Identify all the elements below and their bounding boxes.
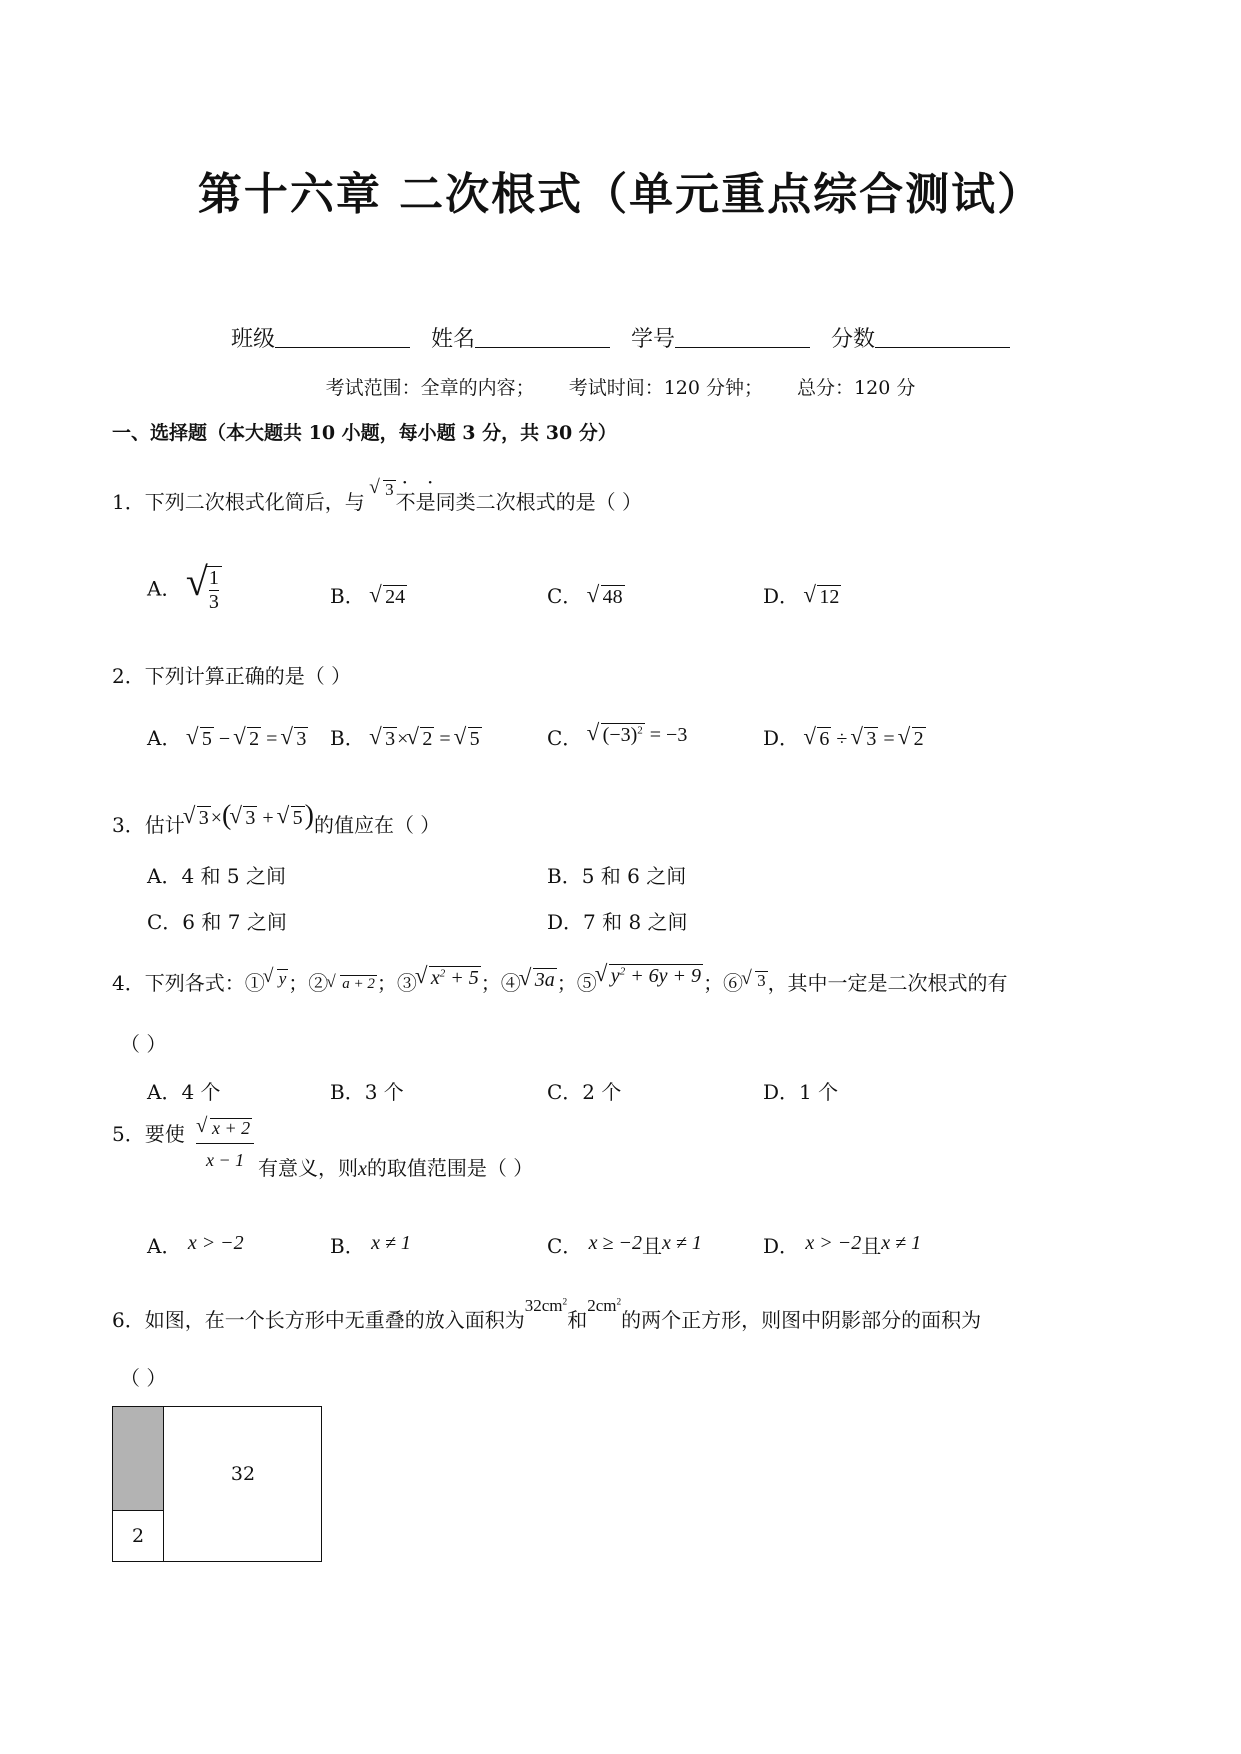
exam-info bbox=[0, 373, 1241, 400]
q3-option-a[interactable]: A．4 和 5 之间 bbox=[147, 864, 286, 888]
exam-scope: 考试范围：全章的内容； bbox=[325, 377, 535, 399]
q4-option-d[interactable]: D．1 个 bbox=[763, 1080, 839, 1104]
q2-option-d[interactable]: D． √ 6 ÷ √ 3 = √ 2 bbox=[763, 722, 926, 751]
q4-option-a[interactable]: A．4 个 bbox=[147, 1080, 221, 1104]
fraction-sqrt: √ x + 2 x − 1 bbox=[196, 1118, 254, 1171]
q2-option-a[interactable]: A． √ 5 − √ 2 = √ 3 bbox=[147, 722, 308, 751]
q2-option-c[interactable]: C． √ $(-3)^2 = -3$ bbox=[547, 722, 687, 751]
q3-option-b[interactable]: B．5 和 6 之间 bbox=[547, 864, 687, 888]
q3-option-d[interactable]: D．7 和 8 之间 bbox=[547, 910, 688, 934]
question-5-stem-rest: 有意义，则x的取值范围是（ ） bbox=[258, 1156, 534, 1180]
score-label: 分数 bbox=[831, 327, 876, 352]
shaded-region bbox=[113, 1407, 164, 1511]
q1-option-a[interactable]: A． √ $\frac{1}{3}$ bbox=[147, 566, 222, 614]
question-6-stem: 6．如图，在一个长方形中无重叠的放入面积为$^{32cm^2}$和$^{2cm^2}$的两个正方形，则图中阴影部分的面积为 bbox=[112, 1296, 982, 1332]
question-6-paren: （ ） bbox=[120, 1366, 167, 1390]
emphasis-dots: · · 不是同类二次根式的是（ ） bbox=[395, 470, 642, 514]
name-label: 姓名 bbox=[430, 327, 475, 352]
id-label: 学号 bbox=[631, 327, 676, 352]
q4-option-b[interactable]: B．3 个 bbox=[330, 1080, 404, 1104]
q1-option-b[interactable]: B． √ 24 bbox=[330, 580, 407, 609]
q5-option-c[interactable]: C． x ≥ −2且x ≠ 1 bbox=[547, 1232, 702, 1258]
question-4-paren: （ ） bbox=[120, 1032, 167, 1056]
score-blank[interactable] bbox=[875, 327, 1010, 348]
q2-option-b[interactable]: B． √ 3 ×√ 2 = √ 5 bbox=[330, 722, 482, 751]
small-square: 2 bbox=[113, 1511, 164, 1561]
student-info-row bbox=[0, 322, 1241, 353]
exam-time: 考试时间：120 分钟； bbox=[568, 377, 763, 399]
question-3-stem: 3．估计√ 3 ×(√ 3 + √ 5)的值应在（ ） bbox=[112, 800, 440, 838]
question-2-stem: 2．下列计算正确的是（ ） bbox=[112, 664, 352, 688]
q4-option-c[interactable]: C．2 个 bbox=[547, 1080, 622, 1104]
q1-option-c[interactable]: C． √ 48 bbox=[547, 580, 625, 609]
id-blank[interactable] bbox=[675, 327, 810, 348]
question-1-stem: 1．下列二次根式化简后，与 √ 3 · · 不是同类二次根式的是（ ） bbox=[112, 480, 642, 515]
q5-option-a[interactable]: A． x > −2 bbox=[147, 1232, 244, 1258]
question-4-stem: 4．下列各式：①√ y ；②√ a + 2 ；③√ $x^2 + 5$ ；④√ 3a ；⑤√ $y^2 + 6y + 9$ ；⑥√ 3 ，其中一定是二次根式的有 bbox=[112, 964, 1008, 996]
class-blank[interactable] bbox=[275, 327, 410, 348]
section-heading: 一、选择题（本大题共 10 小题，每小题 3 分，共 30 分） bbox=[112, 422, 617, 444]
page-title: 第十六章 二次根式（单元重点综合测试） bbox=[197, 169, 1044, 220]
exam-total: 总分：120 分 bbox=[797, 377, 916, 399]
name-blank[interactable] bbox=[475, 327, 610, 348]
class-label: 班级 bbox=[230, 327, 275, 352]
rectangle-figure bbox=[112, 1406, 322, 1562]
q1-option-d[interactable]: D． √ 12 bbox=[763, 580, 841, 609]
sqrt-3: √ 3 bbox=[371, 480, 396, 500]
q5-option-d[interactable]: D． x > −2且x ≠ 1 bbox=[763, 1232, 922, 1258]
q5-option-b[interactable]: B． x ≠ 1 bbox=[330, 1232, 411, 1258]
big-square: 32 bbox=[230, 1463, 256, 1485]
question-5-stem: 5．要使 bbox=[112, 1122, 185, 1146]
q3-option-c[interactable]: C．6 和 7 之间 bbox=[147, 910, 287, 934]
